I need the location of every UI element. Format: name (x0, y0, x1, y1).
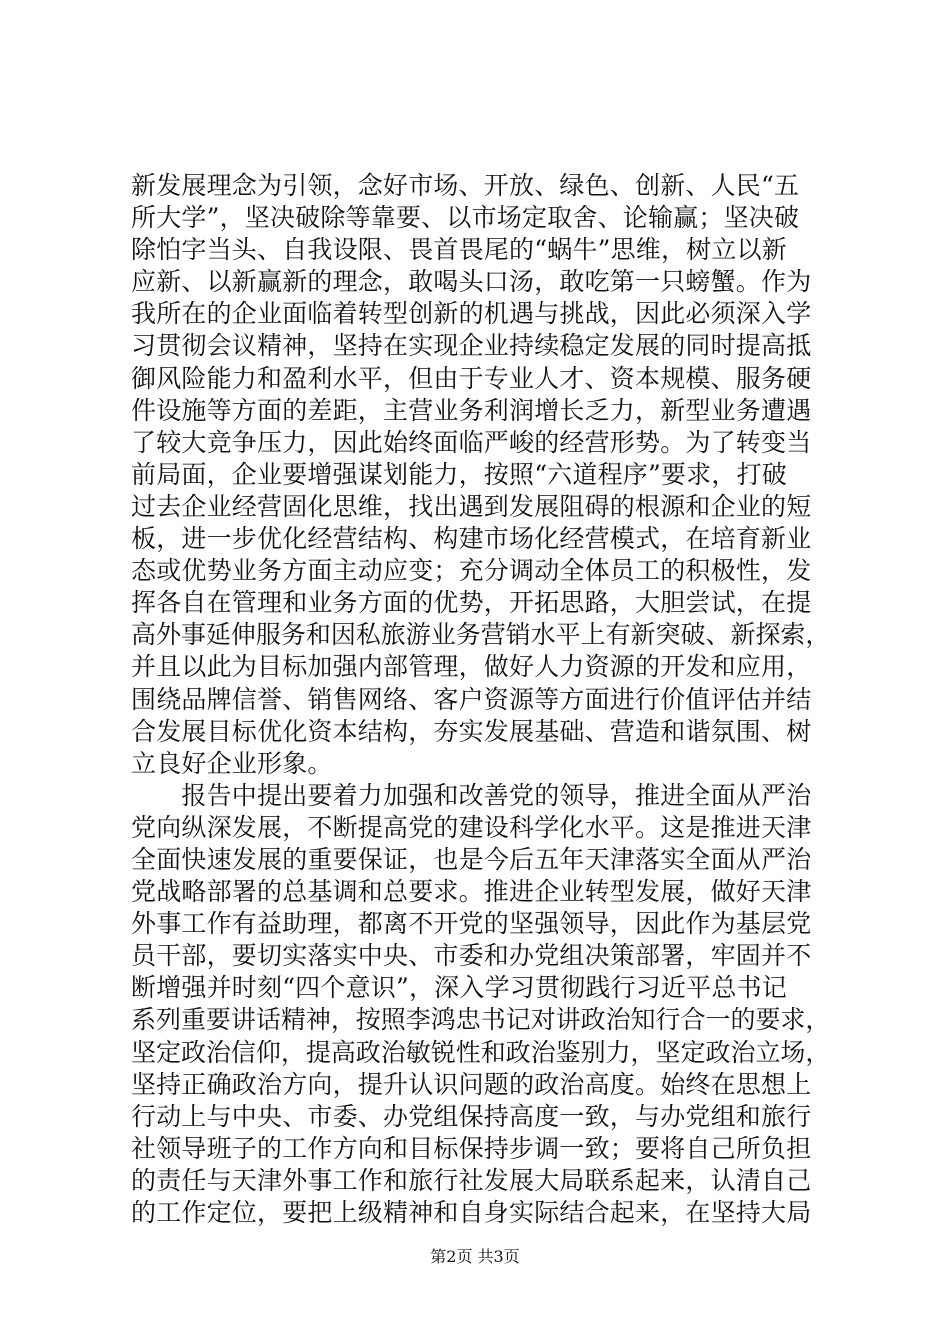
text-line: 系列重要讲话精神，按照李鸿忠书记对讲政治知行合一的要求， (131, 1005, 831, 1035)
text-line: 行动上与中央、市委、办党组保持高度一致，与办党组和旅行 (131, 1101, 812, 1131)
text-line: 坚持正确政治方向，提升认识问题的政治高度。始终在思想上 (131, 1069, 812, 1099)
text-line: 我所在的企业面临着转型创新的机遇与挑战，因此必须深入学 (131, 299, 812, 329)
text-line: 了较大竞争压力，因此始终面临严峻的经营形势。为了转变当 (131, 427, 812, 457)
text-line: 态或优势业务方面主动应变；充分调动全体员工的积极性，发 (131, 556, 812, 586)
text-line: 前局面，企业要增强谋划能力，按照“六道程序”要求，打破 (131, 459, 787, 489)
text-line: 件设施等方面的差距，主营业务利润增长乏力，新型业务遭遇 (131, 395, 812, 425)
text-line: 御风险能力和盈利水平，但由于专业人才、资本规模、服务硬 (131, 363, 812, 393)
text-line: 员干部，要切实落实中央、市委和办党组决策部署，牢固并不 (131, 941, 812, 971)
text-line: 报告中提出要着力加强和改善党的领导，推进全面从严治 (131, 780, 812, 810)
text-line: 的工作定位，要把上级精神和自身实际结合起来，在坚持大局 (131, 1198, 812, 1227)
text-line: 的责任与天津外事工作和旅行社发展大局联系起来，认清自己 (131, 1165, 812, 1195)
text-line: 坚定政治信仰，提高政治敏锐性和政治鉴别力，坚定政治立场， (131, 1037, 831, 1067)
text-line: 合发展目标优化资本结构，夯实发展基础、营造和谐氛围、树 (131, 716, 812, 746)
text-line: 所大学”，坚决破除等靠要、以市场定取舍、论输赢；坚决破 (131, 203, 800, 233)
text-line: 除怕字当头、自我设限、畏首畏尾的“蜗牛”思维，树立以新 (131, 235, 787, 265)
text-line: 外事工作有益助理，都离不开党的坚强领导，因此作为基层党 (131, 909, 812, 939)
text-line: 过去企业经营固化思维，找出遇到发展阻碍的根源和企业的短 (131, 491, 812, 521)
text-line: 党向纵深发展，不断提高党的建设科学化水平。这是推进天津 (131, 812, 812, 842)
body-text (131, 170, 831, 1229)
text-line: 社领导班子的工作方向和目标保持步调一致；要将自己所负担 (131, 1133, 812, 1163)
text-line: 并且以此为目标加强内部管理，做好人力资源的开发和应用， (131, 652, 812, 682)
page-footer: 第2页 共3页 (430, 1247, 520, 1266)
text-line: 立良好企业形象。 (131, 748, 333, 778)
text-line: 断增强并时刻“四个意识”，深入学习贯彻践行习近平总书记 (131, 973, 787, 1003)
text-line: 板，进一步优化经营结构、构建市场化经营模式，在培育新业 (131, 524, 812, 554)
text-line: 习贯彻会议精神，坚持在实现企业持续稳定发展的同时提高抵 (131, 331, 812, 361)
text-line: 应新、以新赢新的理念，敢喝头口汤，敢吃第一只螃蟹。作为 (131, 267, 812, 297)
text-line: 围绕品牌信誉、销售网络、客户资源等方面进行价值评估并结 (131, 684, 812, 714)
text-line: 新发展理念为引领，念好市场、开放、绿色、创新、人民“五 (131, 171, 800, 200)
text-line: 高外事延伸服务和因私旅游业务营销水平上有新突破、新探索， (131, 620, 831, 650)
text-line: 挥各自在管理和业务方面的优势，开拓思路，大胆尝试，在提 (131, 588, 812, 618)
text-line: 党战略部署的总基调和总要求。推进企业转型发展，做好天津 (131, 877, 812, 907)
text-line: 全面快速发展的重要保证，也是今后五年天津落实全面从严治 (131, 844, 812, 874)
